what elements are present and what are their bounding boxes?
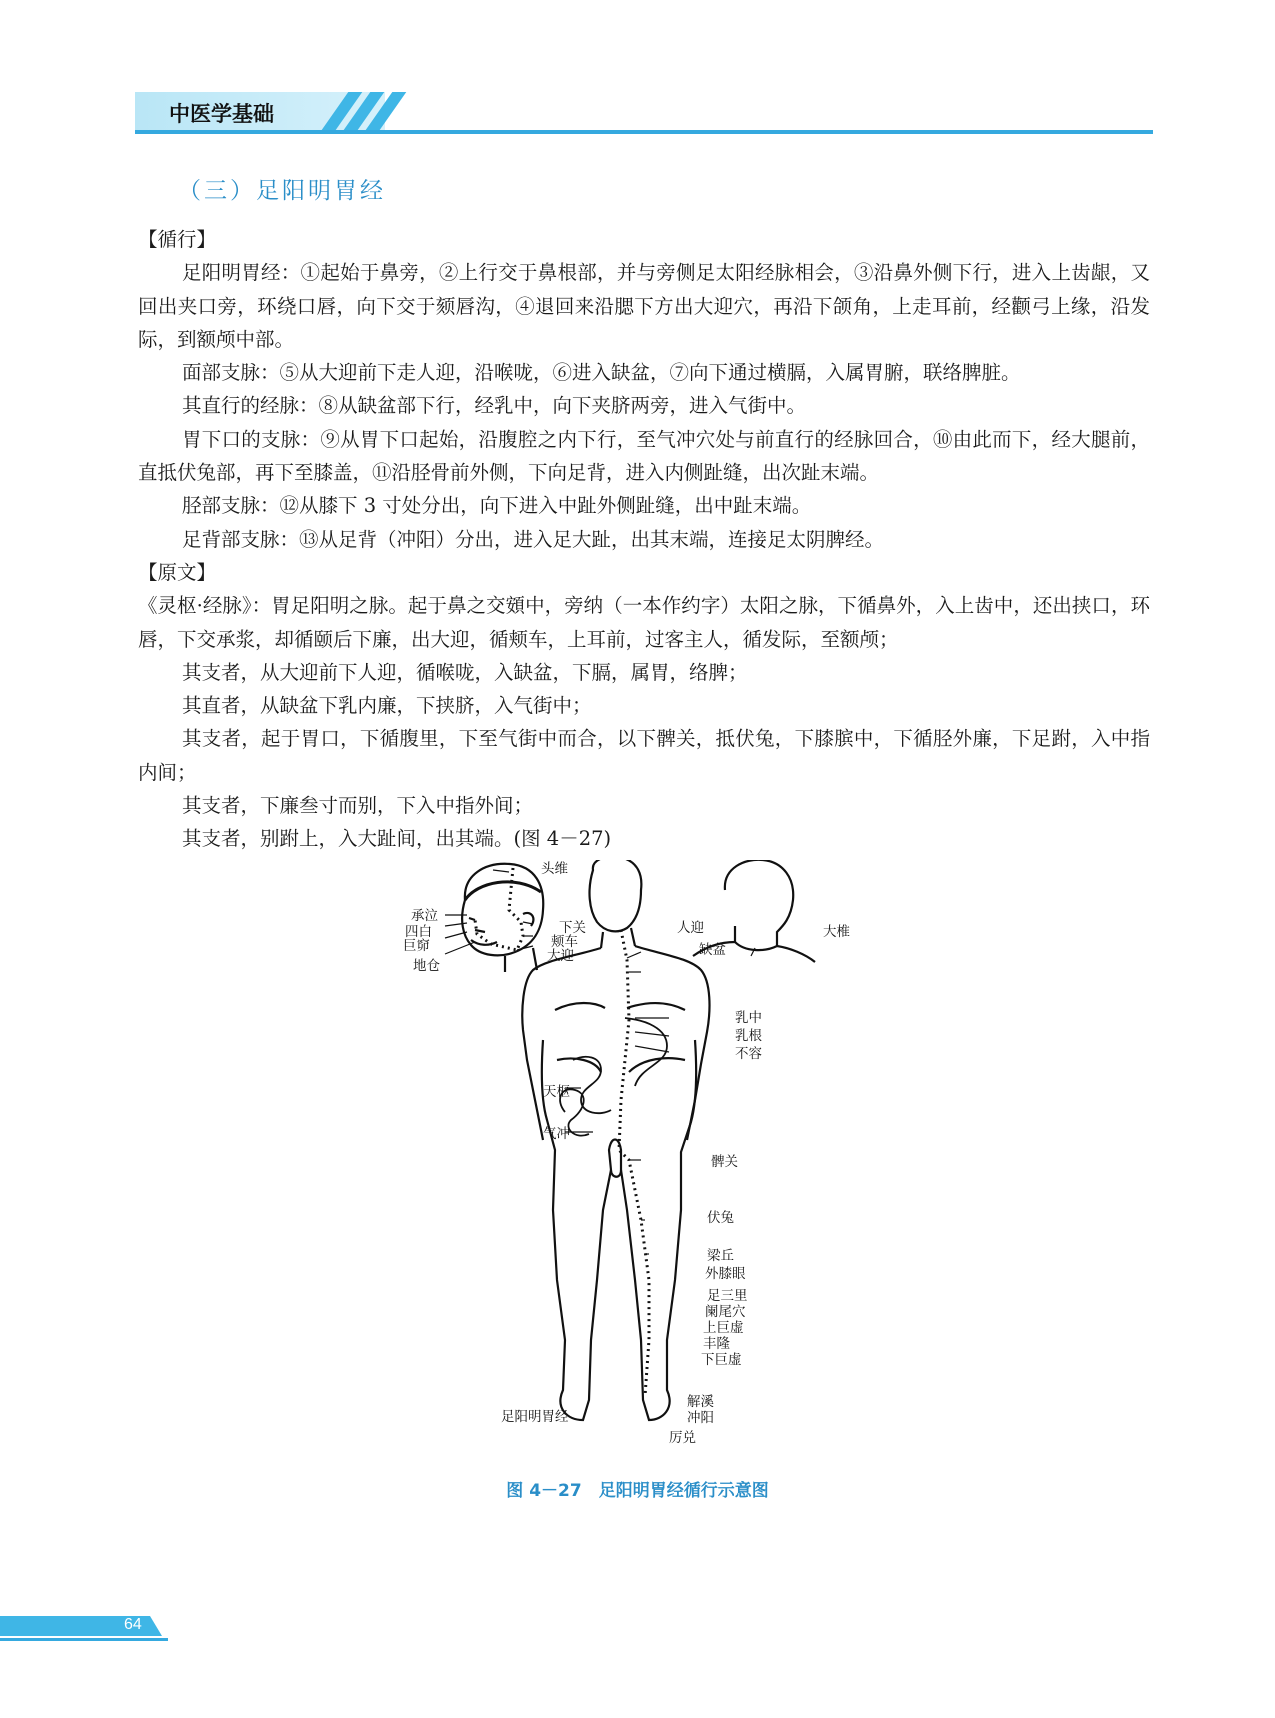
- paragraph: 其支者，别跗上，入大趾间，出其端。(图 4－27): [182, 827, 612, 851]
- meridian-illustration: [405, 860, 885, 1440]
- label-renying: 人迎: [677, 920, 704, 936]
- paragraph: 【循行】: [138, 228, 217, 251]
- label-shangjuxu: 上巨虚: [703, 1320, 744, 1336]
- label-daying: 大迎: [547, 948, 574, 964]
- label-xiajuxu: 下巨虚: [701, 1352, 742, 1368]
- label-zusanli: 足三里: [707, 1288, 748, 1304]
- paragraph: 足背部支脉：⑬从足背（冲阳）分出，进入足大趾，出其末端，连接足太阴脾经。: [182, 527, 885, 551]
- paragraph: 其支者，起于胃口，下循腹里，下至气街中而合，以下髀关，抵伏兔，下膝膑中，下循胫外廉，下足跗，入中指内间；: [138, 727, 1150, 784]
- label-juliao: 巨窌: [403, 938, 430, 954]
- label-sibai: 四白: [405, 924, 432, 940]
- footer-rule: [0, 1638, 168, 1641]
- body-text: [138, 223, 1150, 856]
- label-burong: 不容: [735, 1046, 762, 1062]
- paragraph: 足阳明胃经：①起始于鼻旁，②上行交于鼻根部，并与旁侧足太阳经脉相会，③沿鼻外侧下行，进入上齿龈，又回出夹口旁，环绕口唇，向下交于颏唇沟，④退回来沿腮下方出大迎穴，再沿下颌角，上走耳前，经颧弓上缘，沿发际，到额颅中部。: [138, 261, 1150, 351]
- label-biguan: 髀关: [711, 1154, 738, 1170]
- label-dazhui: 大椎: [823, 924, 850, 940]
- label-chengqi: 承泣: [411, 908, 438, 924]
- paragraph: 《灵枢·经脉》：胃足阳明之脉。起于鼻之交頞中，旁纳（一本作约字）太阳之脉，下循鼻外，入上齿中，还出挟口，环唇，下交承浆，却循颐后下廉，出大迎，循颊车，上耳前，过客主人，循发际，至额颅；: [138, 594, 1150, 651]
- label-meridian-name: 足阳明胃经: [501, 1409, 569, 1425]
- label-xiaguan: 下关: [559, 920, 586, 936]
- label-fenglong: 丰隆: [703, 1336, 730, 1352]
- label-chongyang: 冲阳: [687, 1410, 714, 1426]
- label-liangqiu: 梁丘: [707, 1248, 734, 1264]
- label-futu: 伏兔: [707, 1210, 734, 1226]
- label-dicang: 地仓: [413, 958, 440, 974]
- paragraph: 胫部支脉：⑫从膝下 3 寸处分出，向下进入中趾外侧趾缝，出中趾末端。: [182, 494, 812, 518]
- book-title: 中医学基础: [169, 102, 274, 126]
- label-qichong: 气冲: [543, 1126, 570, 1142]
- label-lanweixue: 阑尾穴: [705, 1304, 746, 1320]
- paragraph: 其支者，下廉叁寸而别，下入中指外间；: [182, 794, 534, 818]
- label-jiexi: 解溪: [687, 1394, 714, 1410]
- header-rule: [135, 130, 1153, 134]
- paragraph: 其直者，从缺盆下乳内廉，下挟脐，入气街中；: [182, 694, 592, 718]
- paragraph: 面部支脉：⑤从大迎前下走人迎，沿喉咙，⑥进入缺盆，⑦向下通过横膈，入属胃腑，联络脾脏。: [182, 361, 1021, 385]
- paragraph: 其直行的经脉：⑧从缺盆部下行，经乳中，向下夹脐两旁，进入气街中。: [182, 394, 807, 418]
- paragraph: 【原文】: [138, 560, 217, 584]
- label-jiache: 颊车: [551, 934, 578, 950]
- side-head-drawing: [462, 864, 543, 972]
- paragraph: 胃下口的支脉：⑨从胃下口起始，沿腹腔之内下行，至气冲穴处与前直行的经脉回合，⑩由此而下，经大腿前，直抵伏兔部，再下至膝盖，⑪沿胫骨前外侧，下向足背，进入内侧趾缝，出次趾末端。: [138, 427, 1150, 485]
- label-rugen: 乳根: [735, 1028, 762, 1044]
- section-title: （三）足阳明胃经: [178, 178, 386, 204]
- label-waixiyan: 外膝眼: [705, 1266, 746, 1282]
- label-tianshu: 天枢: [543, 1084, 570, 1100]
- figure-caption: 图 4－27 足阳明胃经循行示意图: [506, 1481, 769, 1501]
- label-touwei: 头维: [541, 861, 568, 877]
- meridian-figure: [403, 860, 885, 1446]
- running-header: [135, 92, 1153, 134]
- page-number: 64: [124, 1616, 142, 1633]
- paragraph: 其支者，从大迎前下人迎，循喉咙，入缺盆，下膈，属胃，络脾；: [182, 660, 748, 684]
- label-ruzhong: 乳中: [735, 1010, 762, 1026]
- label-lidui: 厉兑: [669, 1430, 696, 1446]
- label-quepen: 缺盆: [699, 942, 726, 958]
